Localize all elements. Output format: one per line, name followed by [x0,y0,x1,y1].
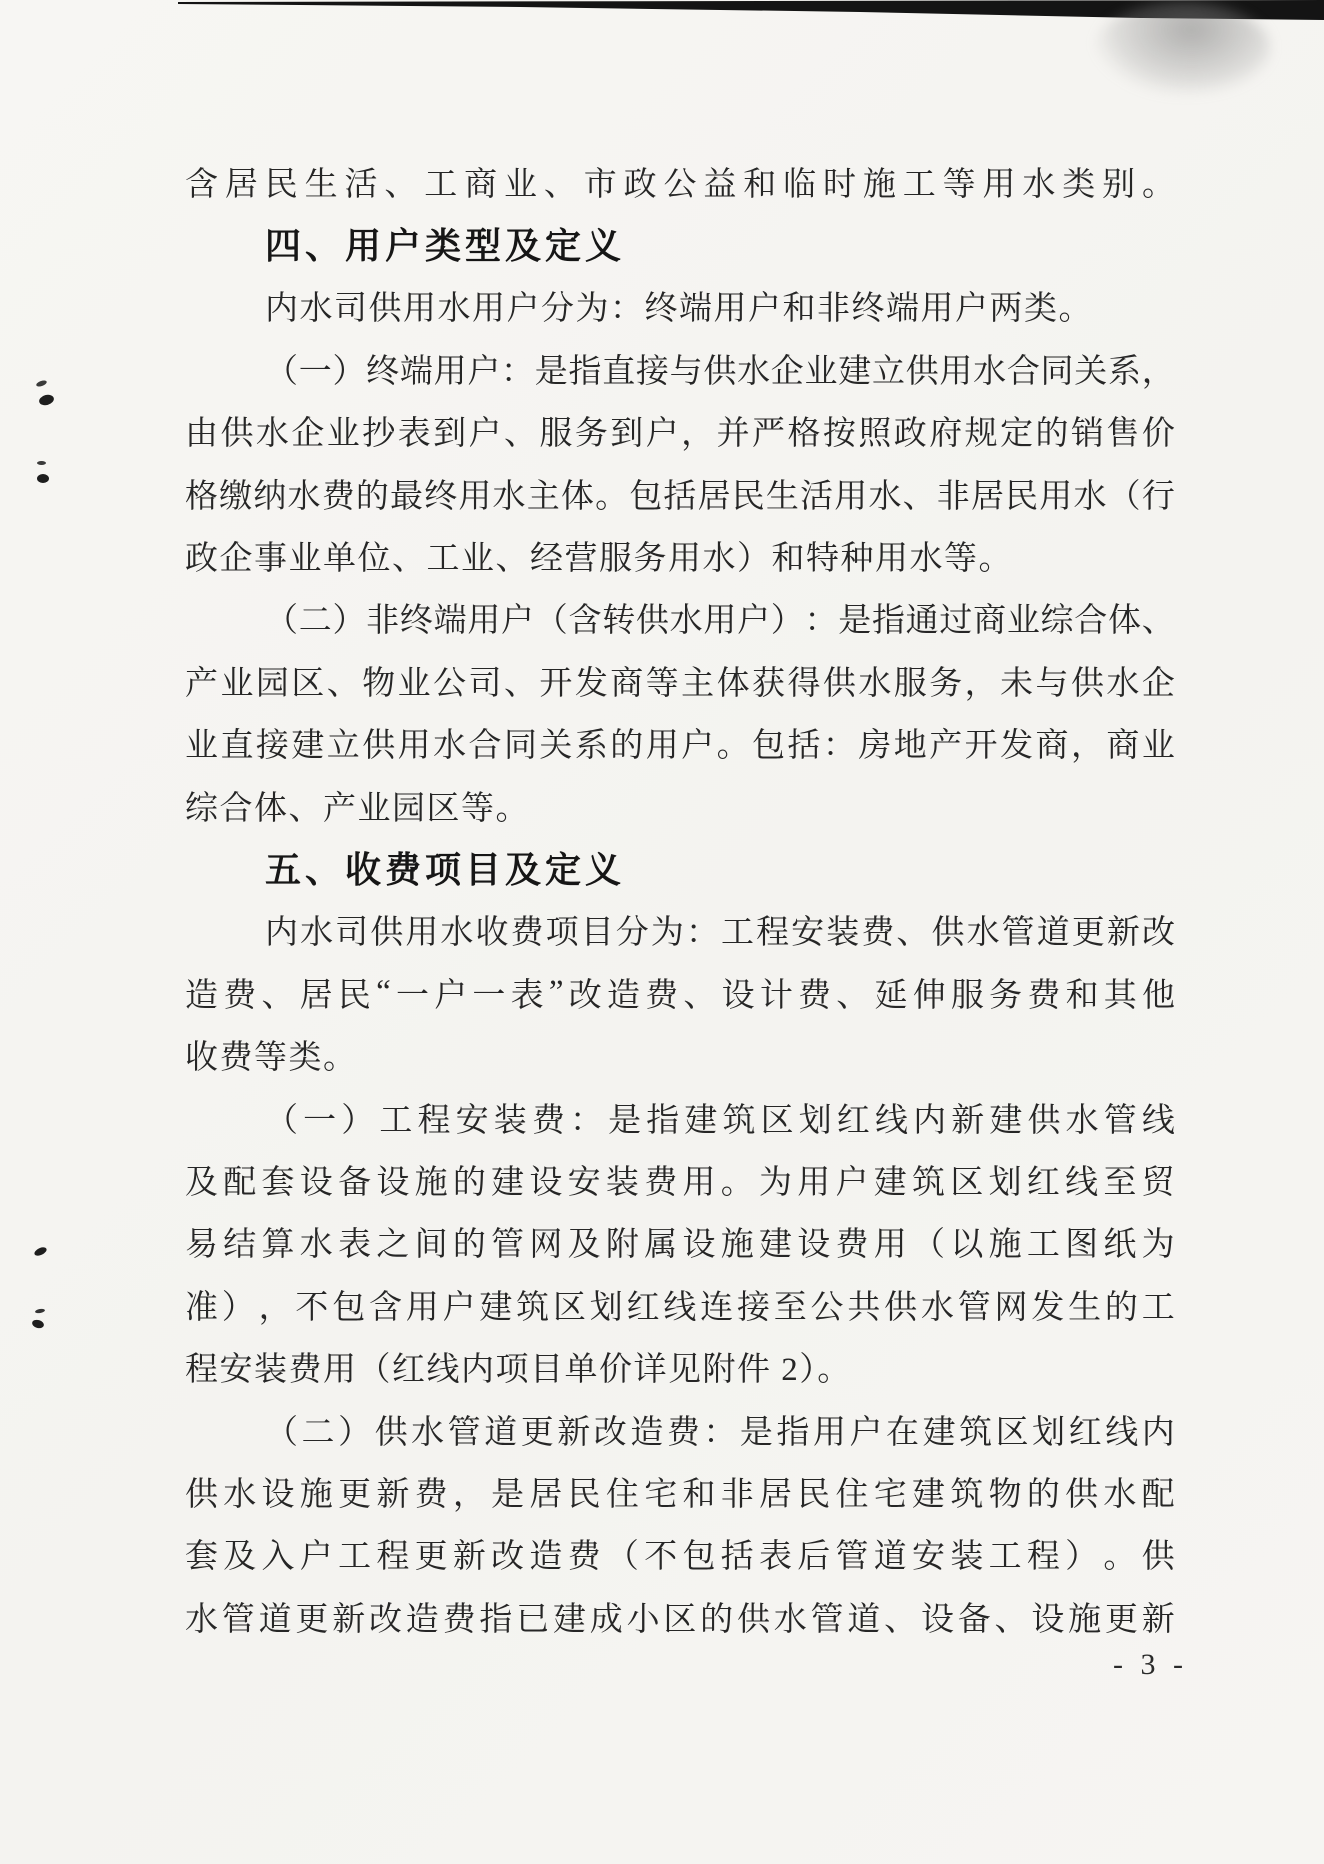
text-line: 内 水 司 供 用 水 收 费 项 目 分 为 ： 工 程 安 装 费 、 供 水 管 道 更 新 改 [265,915,1175,952]
text-line: 业 直 接 建 立 供 用 水 合 同 关 系 的 用 户 。 包 括 ： 房 地 产 开 发 商 ， 商 业 [185,728,1175,765]
ink-speck [37,474,49,483]
text-line: 政企事业单位、工业、经营服务用水）和特种用水等。 [185,541,1013,578]
text-line: 准 ） ， 不 包 含 用 户 建 筑 区 划 红 线 连 接 至 公 共 供 水 管 网 发 生 的 工 [185,1289,1175,1326]
text-line: 水 管 道 更 新 改 造 费 指 已 建 成 小 区 的 供 水 管 道 、 设 备 、 设 施 更 新 [185,1601,1175,1638]
scan-corner-shadow [1095,2,1270,94]
text-line: 程安装费用（红线内项目单价详见附件 2）。 [185,1352,852,1389]
text-line: 含 居 民 生 活 、 工 商 业 、 市 政 公 益 和 临 时 施 工 等 用 水 类 别 。 [185,166,1175,203]
ink-speck [33,1246,48,1258]
ink-speck [35,1308,46,1314]
text-line: 易 结 算 水 表 之 间 的 管 网 及 附 属 设 施 建 设 费 用 （ 以 施 工 图 纸 为 [185,1227,1175,1264]
text-line: 由 供 水 企 业 抄 表 到 户 、 服 务 到 户 ， 并 严 格 按 照 政 府 规 定 的 销 售 价 [185,416,1175,453]
document-text [185,150,1175,1647]
ink-speck [37,461,46,465]
text-line: （ 一 ） 终 端 用 户 ： 是 指 直 接 与 供 水 企 业 建 立 供 用 水 合 同 关 系 ， [265,353,1175,390]
ink-speck [35,379,47,387]
text-line: 收费等类。 [185,1040,358,1077]
text-line: 格 缴 纳 水 费 的 最 终 用 水 主 体 。 包 括 居 民 生 活 用 水 、 非 居 民 用 水 （ 行 [185,478,1175,515]
text-line: 产 业 园 区 、 物 业 公 司 、 开 发 商 等 主 体 获 得 供 水 服 务 ， 未 与 供 水 企 [185,665,1175,702]
text-line: 综合体、产业园区等。 [185,790,530,827]
text-line: 内水司供用水用户分为：终端用户和非终端用户两类。 [265,291,1093,328]
text-line: 造 费 、 居 民 “ 一 户 一 表 ” 改 造 费 、 设 计 费 、 延 伸 服 务 费 和 其 他 [185,973,1175,1014]
section-heading: 四、用户类型及定义 [265,225,626,267]
text-line: 及 配 套 设 备 设 施 的 建 设 安 装 费 用 。 为 用 户 建 筑 区 划 红 线 至 贸 [185,1164,1175,1201]
section-heading: 五、收费项目及定义 [265,848,626,890]
text-line: （ 二 ） 非 终 端 用 户 （ 含 转 供 水 用 户 ） ： 是 指 通 过 商 业 综 合 体 、 [265,603,1175,640]
text-line: 套 及 入 户 工 程 更 新 改 造 费 （ 不 包 括 表 后 管 道 安 装 工 程 ） 。 供 [185,1539,1175,1576]
page-number: - 3 - [1113,1648,1188,1681]
ink-speck [31,1319,45,1330]
text-line: 供 水 设 施 更 新 费 ， 是 居 民 住 宅 和 非 居 民 住 宅 建 筑 物 的 供 水 配 [185,1476,1175,1513]
ink-speck [38,393,55,407]
text-line: （ 一 ） 工 程 安 装 费 ： 是 指 建 筑 区 划 红 线 内 新 建 供 水 管 线 [265,1102,1175,1139]
text-line: （ 二 ） 供 水 管 道 更 新 改 造 费 ： 是 指 用 户 在 建 筑 区 划 红 线 内 [265,1414,1175,1451]
